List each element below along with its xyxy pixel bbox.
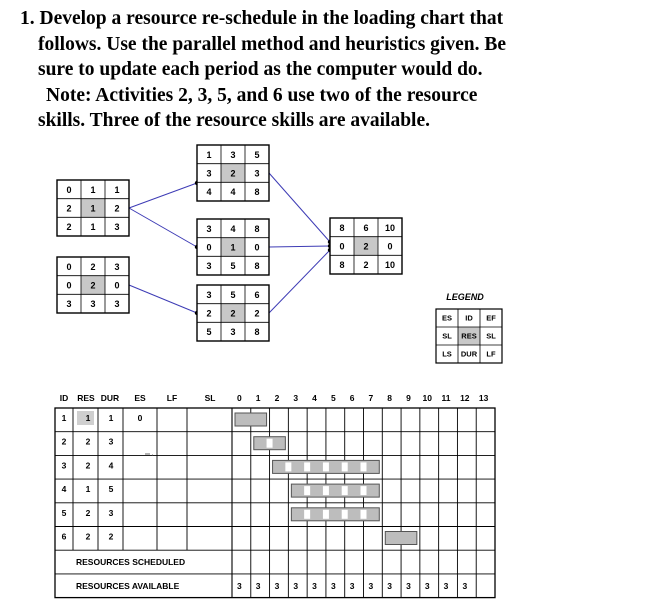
period-label-5: 5 (330, 393, 336, 403)
legend-cell-0-1: ID (465, 313, 473, 323)
node-5-cell-2-1: 3 (230, 327, 236, 338)
node-3-cell-0-0: 3 (206, 223, 212, 234)
row-2-res: 2 (85, 436, 91, 447)
gantt-bar-5-split (323, 510, 329, 519)
legend-cell-1-0: SL (442, 331, 452, 341)
resources-available-6: 3 (349, 580, 355, 591)
problem-line-1: 1. Develop a resource re-schedule in the loading chart that (20, 8, 504, 29)
row-3-id: 3 (61, 460, 67, 471)
row-4-id: 4 (61, 484, 67, 495)
row-4-dur: 5 (108, 484, 114, 495)
resources-available-5: 3 (330, 580, 336, 591)
resources-scheduled-label: RESOURCES SCHEDULED (76, 557, 186, 568)
node-4-cell-1-2: 0 (114, 280, 120, 291)
row-5-dur: 3 (108, 507, 114, 518)
node-5-cell-2-0: 5 (206, 327, 212, 338)
node-4-cell-2-2: 3 (114, 299, 120, 310)
node-2-cell-0-0: 1 (206, 149, 212, 160)
gantt-bar-4-split (361, 486, 367, 495)
gantt-bar-3-split (304, 462, 310, 471)
node-3-cell-1-2: 0 (254, 242, 260, 253)
row-1-id: 1 (61, 413, 67, 423)
resources-available-2: 3 (274, 580, 280, 591)
node-4-cell-2-1: 3 (90, 299, 96, 310)
node-6-cell-0-1: 6 (363, 222, 369, 233)
legend-cell-1-1: RES (461, 331, 477, 341)
node-6-cell-2-2: 10 (384, 260, 396, 271)
node-6-cell-2-0: 8 (339, 260, 345, 271)
problem-line-2: follows. Use the parallel method and heuristics given. Be (38, 33, 506, 55)
period-label-11: 11 (441, 393, 451, 403)
resources-available-8: 3 (387, 580, 393, 591)
resources-available-11: 3 (443, 580, 449, 591)
node-5-cell-0-2: 6 (254, 289, 260, 300)
arrow-3-6 (269, 246, 330, 247)
node-3-cell-0-2: 8 (254, 223, 260, 234)
arrow-5-6 (269, 250, 330, 313)
period-label-10: 10 (422, 393, 432, 403)
header-dur: DUR (100, 393, 120, 403)
network-group (57, 145, 402, 341)
row-2-dur: 3 (108, 436, 114, 447)
node-2-cell-0-2: 5 (254, 149, 260, 160)
node-4-cell-0-2: 3 (114, 261, 120, 272)
gantt-bar-4-split (342, 486, 348, 495)
node-3-cell-2-1: 5 (230, 261, 236, 272)
node-6-cell-2-1: 2 (363, 260, 369, 271)
node-5-cell-0-1: 5 (230, 289, 236, 300)
gantt-bar-6 (385, 532, 417, 545)
node-1-cell-2-0: 2 (66, 222, 72, 233)
node-3-cell-1-0: 0 (206, 242, 212, 253)
header-id: ID (59, 393, 69, 403)
gantt-bar-3-split (342, 462, 348, 471)
network-node-6 (330, 218, 402, 274)
node-5-cell-1-2: 2 (254, 308, 260, 319)
problem-line-5: skills. Three of the resource skills are available. (38, 110, 430, 131)
problem-line-4: Note: Activities 2, 3, 5, and 6 use two of the resource (46, 84, 478, 106)
node-5-cell-2-2: 8 (254, 327, 260, 338)
row-3-dur: 4 (108, 460, 114, 471)
node-5-cell-0-0: 3 (206, 289, 212, 300)
node-2-cell-0-1: 3 (230, 149, 236, 160)
header-lf: LF (166, 393, 178, 403)
node-4-cell-2-0: 3 (66, 299, 72, 310)
node-2-cell-1-0: 3 (206, 168, 212, 179)
node-2-cell-1-1: 2 (230, 168, 236, 179)
node-4-cell-0-1: 2 (90, 261, 96, 272)
network-node-2 (197, 145, 269, 201)
node-2-cell-2-2: 8 (254, 187, 260, 198)
resources-available-1: 3 (255, 580, 261, 591)
row-5-res: 2 (85, 507, 91, 518)
period-label-2: 2 (274, 393, 280, 403)
row-1-es: 0 (137, 413, 143, 423)
gantt-bar-3-split (285, 462, 291, 471)
loading-chart (55, 393, 495, 598)
node-4-cell-0-0: 0 (66, 261, 72, 272)
period-label-8: 8 (387, 393, 393, 403)
legend-cell-2-2: LF (486, 349, 496, 359)
node-1-cell-0-0: 0 (66, 184, 72, 195)
row-3-res: 2 (85, 460, 91, 471)
header-res: RES (77, 393, 95, 403)
legend-cell-1-2: SL (486, 331, 496, 341)
network-node-3 (197, 219, 269, 275)
node-6-cell-1-2: 0 (387, 241, 393, 252)
network-node-4 (57, 257, 129, 313)
legend (436, 292, 502, 363)
row-4-res: 1 (85, 484, 91, 495)
header-sl: SL (204, 393, 216, 403)
resources-available-7: 3 (368, 580, 374, 591)
row-5-id: 5 (61, 507, 67, 518)
period-label-3: 3 (293, 393, 299, 403)
period-label-6: 6 (349, 393, 355, 403)
node-1-cell-1-0: 2 (66, 203, 72, 214)
arrow-1-3 (129, 208, 197, 247)
gantt-bar-5-split (342, 510, 348, 519)
period-label-7: 7 (368, 393, 374, 403)
node-2-cell-2-0: 4 (206, 187, 212, 198)
resources-available-9: 3 (406, 580, 411, 591)
row-6-dur: 2 (108, 531, 114, 542)
period-label-1: 1 (255, 393, 261, 403)
gantt-bar-4-split (323, 486, 329, 495)
node-3-cell-2-0: 3 (206, 261, 212, 272)
period-label-0: 0 (237, 393, 242, 403)
gantt-bar-3-split (361, 462, 367, 471)
node-4-cell-1-1: 2 (90, 280, 96, 291)
problem-line-3: sure to update each period as the computer would do. (38, 59, 483, 80)
node-6-cell-1-1: 2 (363, 241, 369, 252)
node-2-cell-1-2: 3 (254, 168, 260, 179)
node-6-cell-0-0: 8 (339, 222, 345, 233)
resources-available-3: 3 (293, 580, 299, 591)
gantt-bar-5-split (361, 510, 367, 519)
gantt-bar-2-split (267, 439, 273, 448)
node-5-cell-1-1: 2 (230, 308, 236, 319)
row-6-id: 6 (61, 531, 67, 542)
row-2-id: 2 (61, 436, 67, 447)
node-4-cell-1-0: 0 (66, 280, 72, 291)
row-1-dur: 1 (108, 413, 114, 423)
resources-available-4: 3 (312, 580, 317, 591)
period-label-9: 9 (406, 393, 411, 403)
node-3-cell-1-1: 1 (230, 242, 236, 253)
gantt-bar-4-split (304, 486, 310, 495)
node-3-cell-0-1: 4 (230, 223, 236, 234)
node-2-cell-2-1: 4 (230, 187, 236, 198)
gantt-bar-5-split (304, 510, 310, 519)
arrow-4-5 (129, 285, 197, 313)
row-6-res: 2 (85, 531, 91, 542)
period-label-13: 13 (478, 393, 489, 403)
node-6-cell-1-0: 0 (339, 241, 345, 252)
legend-cell-2-1: DUR (460, 349, 478, 359)
node-6-cell-0-2: 10 (384, 222, 396, 233)
period-label-4: 4 (312, 393, 317, 403)
node-1-cell-0-2: 1 (114, 184, 120, 195)
resources-available-0: 3 (237, 580, 242, 591)
node-1-cell-1-2: 2 (114, 203, 120, 214)
resources-available-12: 3 (462, 580, 468, 591)
legend-cell-0-2: EF (486, 313, 496, 323)
network-node-5 (197, 285, 269, 341)
arrow-2-6 (269, 173, 330, 242)
node-3-cell-2-2: 8 (254, 261, 260, 272)
arrow-1-2 (129, 183, 197, 208)
resources-available-label: RESOURCES AVAILABLE (76, 580, 180, 591)
node-1-cell-1-1: 1 (90, 203, 96, 214)
header-es: ES (134, 393, 146, 403)
node-1-cell-2-2: 3 (114, 222, 120, 233)
legend-cell-2-0: LS (442, 349, 452, 359)
node-1-cell-0-1: 1 (90, 184, 96, 195)
period-label-12: 12 (460, 393, 470, 403)
network-node-1 (57, 180, 129, 236)
node-5-cell-1-0: 2 (206, 308, 212, 319)
row-1-res: 1 (85, 413, 91, 423)
resources-available-10: 3 (424, 580, 430, 591)
legend-cell-0-0: ES (441, 313, 453, 323)
gantt-bar-3-split (323, 462, 329, 471)
gantt-bar-1 (235, 413, 267, 426)
legend-title: LEGEND (446, 292, 484, 302)
node-1-cell-2-1: 1 (90, 222, 96, 233)
